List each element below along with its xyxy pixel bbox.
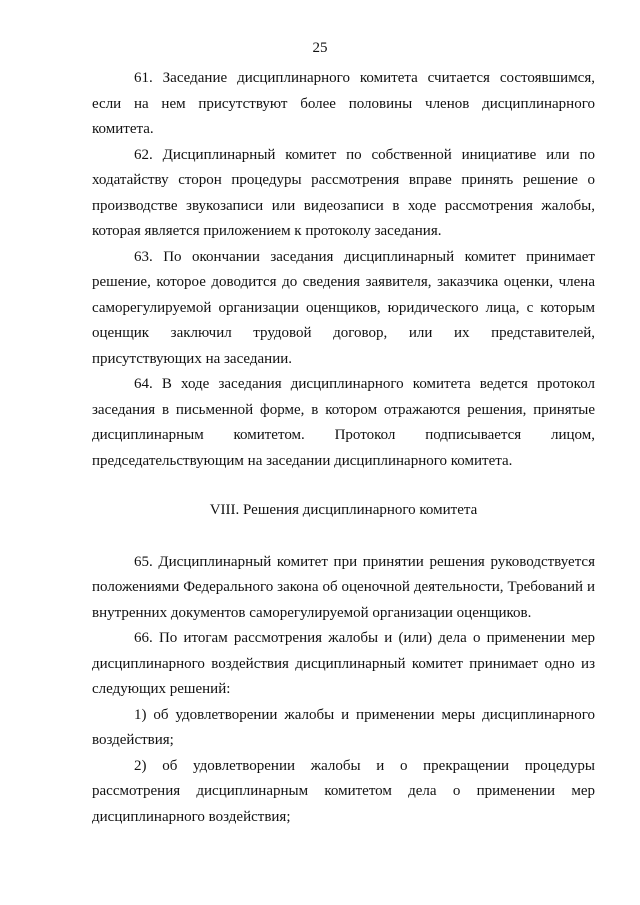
paragraph-66: 66. По итогам рассмотрения жалобы и (или) дела о применении мер дисциплинарного воздействия дисциплинарный комитет принимает одно из следующих решений: — [92, 630, 595, 697]
paragraph-62: 62. Дисциплинарный комитет по собственной инициативе или по ходатайству сторон процедуры рассмотрения вправе принять решение о производстве звукозаписи или видеозаписи в ходе рассмотрения жалобы, которая является приложением к протоколу заседания. — [92, 146, 595, 239]
document-body — [92, 66, 595, 830]
paragraph-65: 65. Дисциплинарный комитет при принятии решения руководствуется положениями Федерального закона об оценочной деятельности, Требований и внутренних документов саморегулируемой организации оценщиков. — [92, 553, 595, 621]
section-heading: VIII. Решения дисциплинарного комитета — [209, 502, 478, 518]
paragraph-61: 61. Заседание дисциплинарного комитета считается состоявшимся, если на нем присутствуют более половины членов дисциплинарного комитета. — [92, 70, 595, 137]
page-number: 25 — [312, 40, 328, 56]
paragraph-63: 63. По окончании заседания дисциплинарный комитет принимает решение, которое доводится до сведения заявителя, заказчика оценки, члена саморегулируемой организации оценщиков, юридического лица, с которым оценщик заключил трудовой договор, или их представителей, присутствующих на заседании. — [92, 248, 595, 367]
paragraph-64: 64. В ходе заседания дисциплинарного комитета ведется протокол заседания в письменной форме, в котором отражаются решения, принятые дисциплинарным комитетом. Протокол подписывается лицом, председательствующим на заседании дисциплинарного комитета. — [92, 376, 595, 469]
list-item-2: 2) об удовлетворении жалобы и о прекращении процедуры рассмотрения дисциплинарным комитетом дела о применении мер дисциплинарного воздействия; — [92, 757, 595, 825]
list-item-1: 1) об удовлетворении жалобы и применении меры дисциплинарного воздействия; — [92, 706, 595, 748]
